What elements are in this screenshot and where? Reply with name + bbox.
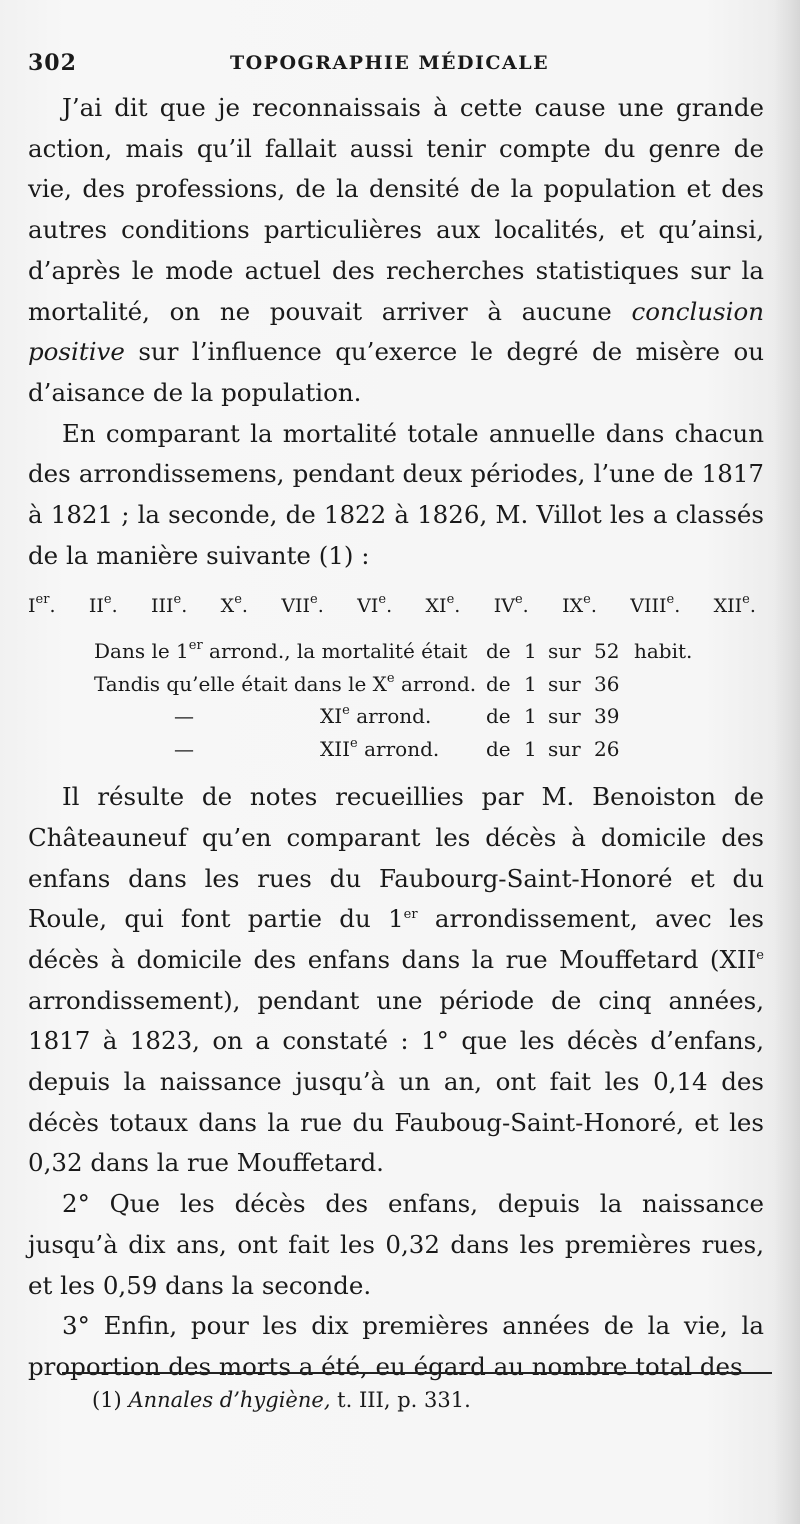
de-word: de bbox=[486, 736, 511, 761]
mortality-row-label: Dans le 1er arrond., la mortalité était bbox=[94, 638, 468, 664]
unit-label: habit. bbox=[634, 639, 693, 664]
mortality-row bbox=[94, 635, 764, 668]
paragraph-3-sup-2: e bbox=[756, 947, 764, 963]
ratio-value: 39 bbox=[594, 704, 620, 729]
paragraph-1 bbox=[28, 88, 764, 414]
footnote-journal-title: Annales d’hygiène, bbox=[128, 1388, 331, 1412]
arrondissement-rank-item: IXe. bbox=[562, 592, 597, 618]
arrondissement-rank-item: XIIe. bbox=[713, 592, 756, 618]
paragraph-3-text-b: arrondissement, avec les décès à domicile des enfans dans la rue Mouffetard (XII bbox=[28, 904, 764, 974]
paragraph-1-text-b: sur l’influence qu’exerce le degré de misère ou d’aisance de la population. bbox=[28, 337, 764, 407]
mortality-table bbox=[94, 635, 764, 765]
ratio-value: 52 bbox=[594, 639, 620, 664]
sur-word: sur bbox=[548, 671, 581, 696]
page-header bbox=[28, 46, 748, 82]
arrondissement-rank-item: VIIIe. bbox=[630, 592, 681, 618]
paragraph-1-text-a: J’ai dit que je reconnaissais à cette cause une grande action, mais qu’il fallait aussi tenir compte du genre de vie, des professions, de la densité de la population et des autres conditions particulières aux localités, et qu’ainsi, d’après le mode actuel des recherches statistiques sur la mortalité, on ne pouvait arriver à aucune bbox=[28, 93, 764, 326]
paragraph-3-sup: er bbox=[403, 907, 418, 923]
mortality-row bbox=[94, 733, 764, 766]
footnote-reference: t. III, p. 331. bbox=[330, 1388, 471, 1412]
mortality-row bbox=[94, 668, 764, 701]
sur-word: sur bbox=[548, 736, 581, 761]
ratio-one: 1 bbox=[524, 639, 537, 664]
sur-word: sur bbox=[548, 704, 581, 729]
ratio-value: 26 bbox=[594, 736, 620, 761]
page-body bbox=[28, 88, 764, 1388]
paragraph-3-text-c: arrondissement), pendant une période de cinq années, 1817 à 1823, on a constaté : 1° que les décès d’enfans, depuis la naissance jusqu’à un an, ont fait les 0,14 des décès totaux dans la rue du Fauboug-Saint-Honoré, et les 0,32 dans la rue Mouffetard. bbox=[28, 985, 764, 1178]
paragraph-3 bbox=[28, 777, 764, 1184]
footnote-rule bbox=[62, 1372, 772, 1374]
ratio-one: 1 bbox=[524, 704, 537, 729]
ratio-value: 36 bbox=[594, 671, 620, 696]
ratio-one: 1 bbox=[524, 736, 537, 761]
arrondissement-rank-item: VIIe. bbox=[281, 592, 324, 618]
footnote bbox=[92, 1388, 471, 1412]
paragraph-2: En comparant la mortalité totale annuelle dans chacun des arrondissemens, pendant deux périodes, l’une de 1817 à 1821 ; la seconde, de 1822 à 1826, M. Villot les a classés de la manière suivante (1) : bbox=[28, 418, 764, 570]
paragraph-1-italic: conclusion positive bbox=[28, 296, 764, 367]
ratio-one: 1 bbox=[524, 671, 537, 696]
mortality-row-label: — XIIe arrond. bbox=[94, 733, 486, 766]
arrondissement-rank-item: Xe. bbox=[220, 592, 248, 618]
mortality-row-label: Tandis qu’elle était dans le Xe arrond. bbox=[94, 670, 477, 696]
ditto-dash: — bbox=[174, 704, 194, 729]
arrondissement-rank-item: IIe. bbox=[88, 592, 118, 618]
running-title: TOPOGRAPHIE MÉDICALE bbox=[230, 52, 550, 74]
de-word: de bbox=[486, 639, 511, 664]
arrondissement-rank-item: XIe. bbox=[425, 592, 461, 618]
mortality-row bbox=[94, 700, 764, 733]
sur-word: sur bbox=[548, 639, 581, 664]
paragraph-5: 3° Enfin, pour les dix premières années de la vie, la proportion des morts a été, eu égard au nombre total des bbox=[28, 1311, 764, 1381]
ditto-dash: — bbox=[174, 736, 194, 761]
de-word: de bbox=[486, 671, 511, 696]
footnote-marker: (1) bbox=[92, 1388, 122, 1412]
page-number: 302 bbox=[28, 50, 77, 76]
arrondissement-rank-item: IIIe. bbox=[151, 592, 188, 618]
page-gutter-shadow bbox=[774, 0, 800, 1524]
arrondissement-rank-item: Ier. bbox=[28, 592, 56, 618]
arrondissement-rank-item: IVe. bbox=[493, 592, 529, 618]
paragraph-3-text-a: Il résulte de notes recueillies par M. Benoiston de Châteauneuf qu’en comparant les décès à domicile des enfans dans les rues du Faubourg-Saint-Honoré et du Roule, qui font partie du 1 bbox=[28, 782, 764, 934]
de-word: de bbox=[486, 704, 511, 729]
paragraph-4: 2° Que les décès des enfans, depuis la naissance jusqu’à dix ans, ont fait les 0,32 dans les premières rues, et les 0,59 dans la seconde. bbox=[28, 1189, 764, 1300]
mortality-row-label: — XIe arrond. bbox=[94, 700, 486, 733]
arrondissement-rank-item: VIe. bbox=[357, 592, 393, 618]
arrondissement-ranking bbox=[28, 586, 764, 627]
